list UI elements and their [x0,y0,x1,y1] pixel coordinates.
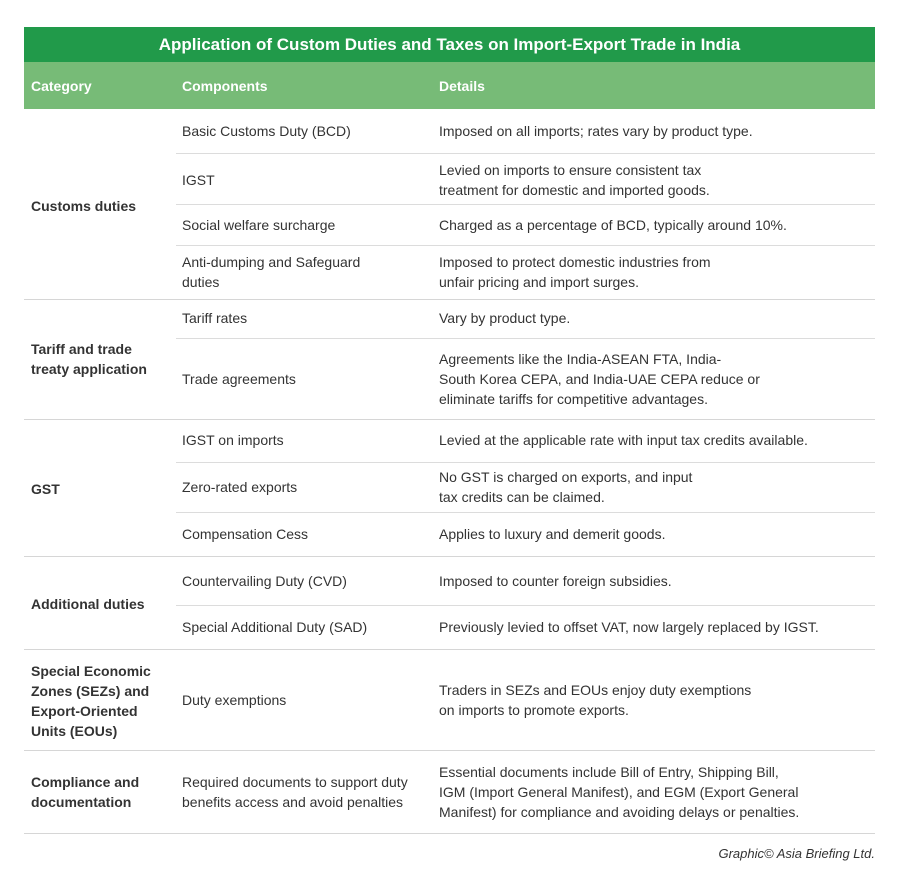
detail-cell: Imposed to protect domestic industries from unfair pricing and import surges. [439,254,711,290]
detail-cell: Traders in SEZs and EOUs enjoy duty exemptions on imports to promote exports. [439,682,752,718]
header-details: Details [439,78,485,94]
detail-cell: Imposed on all imports; rates vary by product type. [439,123,753,139]
header-components: Components [182,78,268,94]
credit-text: Graphic© Asia Briefing Ltd. [718,846,875,861]
component-cell: Tariff rates [182,310,248,326]
row-divider [176,512,875,513]
header-category: Category [31,78,92,94]
detail-cell: Agreements like the India-ASEAN FTA, India- South Korea CEPA, and India-UAE CEPA reduce or eliminate tariffs for competitive advantages. [439,351,760,407]
row-divider [176,338,875,339]
component-cell: Basic Customs Duty (BCD) [182,123,351,139]
detail-cell: Levied on imports to ensure consistent tax treatment for domestic and imported goods. [439,162,710,198]
row-divider [176,204,875,205]
component-cell: Compensation Cess [182,526,309,542]
detail-cell: Previously levied to offset VAT, now largely replaced by IGST. [439,619,819,635]
component-cell: Zero-rated exports [182,479,298,495]
group-divider [24,750,875,751]
group-divider [24,833,875,834]
table-title: Application of Custom Duties and Taxes on Import-Export Trade in India [24,27,875,62]
group-divider [24,556,875,557]
detail-cell: Vary by product type. [439,310,571,326]
detail-cell: Levied at the applicable rate with input tax credits available. [439,432,808,448]
component-cell: Anti-dumping and Safeguard duties [182,254,361,290]
group-divider [24,649,875,650]
component-cell: Countervailing Duty (CVD) [182,573,347,589]
row-divider [176,245,875,246]
detail-cell: Essential documents include Bill of Entry, Shipping Bill, IGM (Import General Manifest), and EGM (Export General Manifest) for compliance and avoiding delays or penalties. [439,764,800,820]
row-divider [176,153,875,154]
table-header-row [24,62,875,109]
category-cell: Compliance and documentation [31,774,140,810]
detail-cell: Imposed to counter foreign subsidies. [439,573,672,589]
component-cell: IGST [182,172,215,188]
category-cell: GST [31,481,60,497]
group-divider [24,419,875,420]
component-cell: IGST on imports [182,432,284,448]
category-cell: Special Economic Zones (SEZs) and Export-Oriented Units (EOUs) [31,663,151,739]
component-cell: Trade agreements [182,371,296,387]
row-divider [176,462,875,463]
group-divider [24,299,875,300]
component-cell: Social welfare surcharge [182,217,336,233]
category-cell: Additional duties [31,596,145,612]
row-divider [176,605,875,606]
detail-cell: Charged as a percentage of BCD, typically around 10%. [439,217,787,233]
component-cell: Special Additional Duty (SAD) [182,619,368,635]
detail-cell: No GST is charged on exports, and input tax credits can be claimed. [439,469,693,505]
component-cell: Duty exemptions [182,692,287,708]
component-cell: Required documents to support duty benefits access and avoid penalties [182,774,408,810]
category-cell: Tariff and trade treaty application [31,341,147,377]
detail-cell: Applies to luxury and demerit goods. [439,526,666,542]
category-cell: Customs duties [31,198,137,214]
